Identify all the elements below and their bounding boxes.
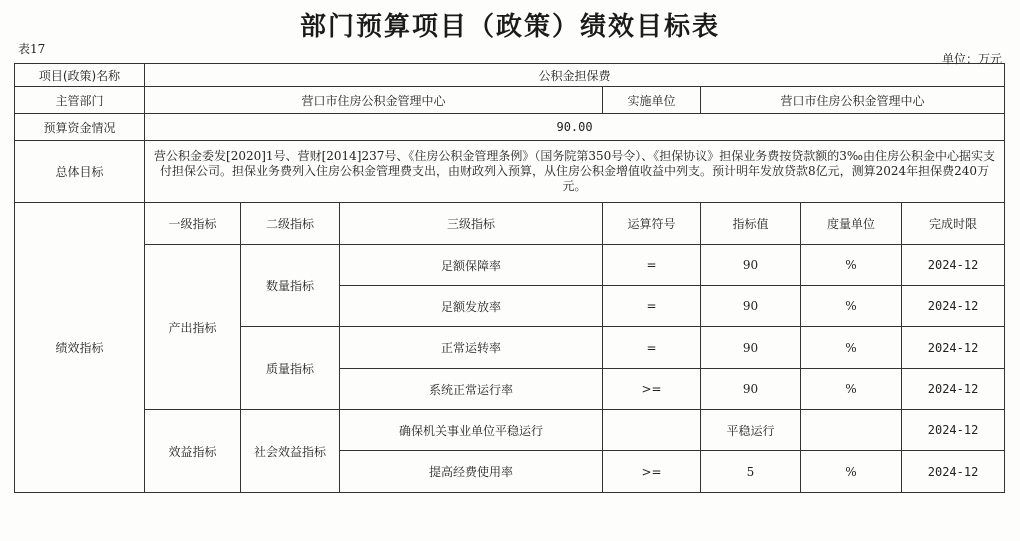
value-cell: 90: [701, 245, 801, 286]
level2-cell: 数量指标: [241, 245, 340, 327]
project-name-label: 项目(政策)名称: [15, 64, 145, 87]
project-name-value: 公积金担保费: [145, 64, 1005, 87]
level1-cell: 效益指标: [145, 410, 241, 493]
unit-cell: %: [801, 286, 902, 327]
op-cell: =: [603, 245, 701, 286]
overall-goal-text: 营公积金委发[2020]1号、营财[2014]237号、《住房公积金管理条例》（国务院第350号令）、《担保协议》担保业务费按贷款额的3‰由住房公积金中心据实支付担保公司。担保业务费列入住房公积金管理费支出，由财政列入预算，从住房公积金增值收益中列支。预计明年发放贷款8亿元，测算2024年担保费240万元。: [145, 141, 1005, 203]
deadline-cell: 2024-12: [902, 245, 1005, 286]
col-header-level1: 一级指标: [145, 203, 241, 245]
op-cell: [603, 410, 701, 451]
table-row: [15, 245, 1005, 286]
level2-cell: 质量指标: [241, 327, 340, 410]
deadline-cell: 2024-12: [902, 369, 1005, 410]
unit-label: 单位：万元: [941, 52, 1002, 66]
dept-label: 主管部门: [15, 87, 145, 114]
value-cell: 平稳运行: [701, 410, 801, 451]
level1-cell: 产出指标: [145, 245, 241, 410]
unit-cell: %: [801, 327, 902, 369]
col-header-op: 运算符号: [603, 203, 701, 245]
col-header-level2: 二级指标: [241, 203, 340, 245]
deadline-cell: 2024-12: [902, 451, 1005, 493]
op-cell: =: [603, 327, 701, 369]
col-header-value: 指标值: [701, 203, 801, 245]
table-number: 表17: [18, 42, 46, 56]
level3-cell: 确保机关事业单位平稳运行: [340, 410, 603, 451]
level3-cell: 系统正常运行率: [340, 369, 603, 410]
unit-cell: %: [801, 369, 902, 410]
col-header-unit: 度量单位: [801, 203, 902, 245]
level2-cell: 社会效益指标: [241, 410, 340, 493]
budget-label: 预算资金情况: [15, 114, 145, 141]
op-cell: >=: [603, 451, 701, 493]
impl-unit-value: 营口市住房公积金管理中心: [701, 87, 1005, 114]
deadline-cell: 2024-12: [902, 327, 1005, 369]
dept-value: 营口市住房公积金管理中心: [145, 87, 603, 114]
impl-unit-label: 实施单位: [603, 87, 701, 114]
value-cell: 90: [701, 369, 801, 410]
table-row: [15, 410, 1005, 451]
value-cell: 90: [701, 286, 801, 327]
value-cell: 5: [701, 451, 801, 493]
performance-target-table: [14, 63, 1005, 493]
level3-cell: 足额保障率: [340, 245, 603, 286]
col-header-level3: 三级指标: [340, 203, 603, 245]
budget-value: 90.00: [145, 114, 1005, 141]
page-title: 部门预算项目（政策）绩效目标表: [299, 12, 720, 42]
col-header-deadline: 完成时限: [902, 203, 1005, 245]
level3-cell: 足额发放率: [340, 286, 603, 327]
level3-cell: 正常运转率: [340, 327, 603, 369]
unit-cell: %: [801, 245, 902, 286]
op-cell: >=: [603, 369, 701, 410]
unit-cell: %: [801, 451, 902, 493]
value-cell: 90: [701, 327, 801, 369]
op-cell: =: [603, 286, 701, 327]
overall-goal-label: 总体目标: [15, 141, 145, 203]
perf-section-label: 绩效指标: [15, 203, 145, 493]
deadline-cell: 2024-12: [902, 410, 1005, 451]
deadline-cell: 2024-12: [902, 286, 1005, 327]
level3-cell: 提高经费使用率: [340, 451, 603, 493]
unit-cell: [801, 410, 902, 451]
